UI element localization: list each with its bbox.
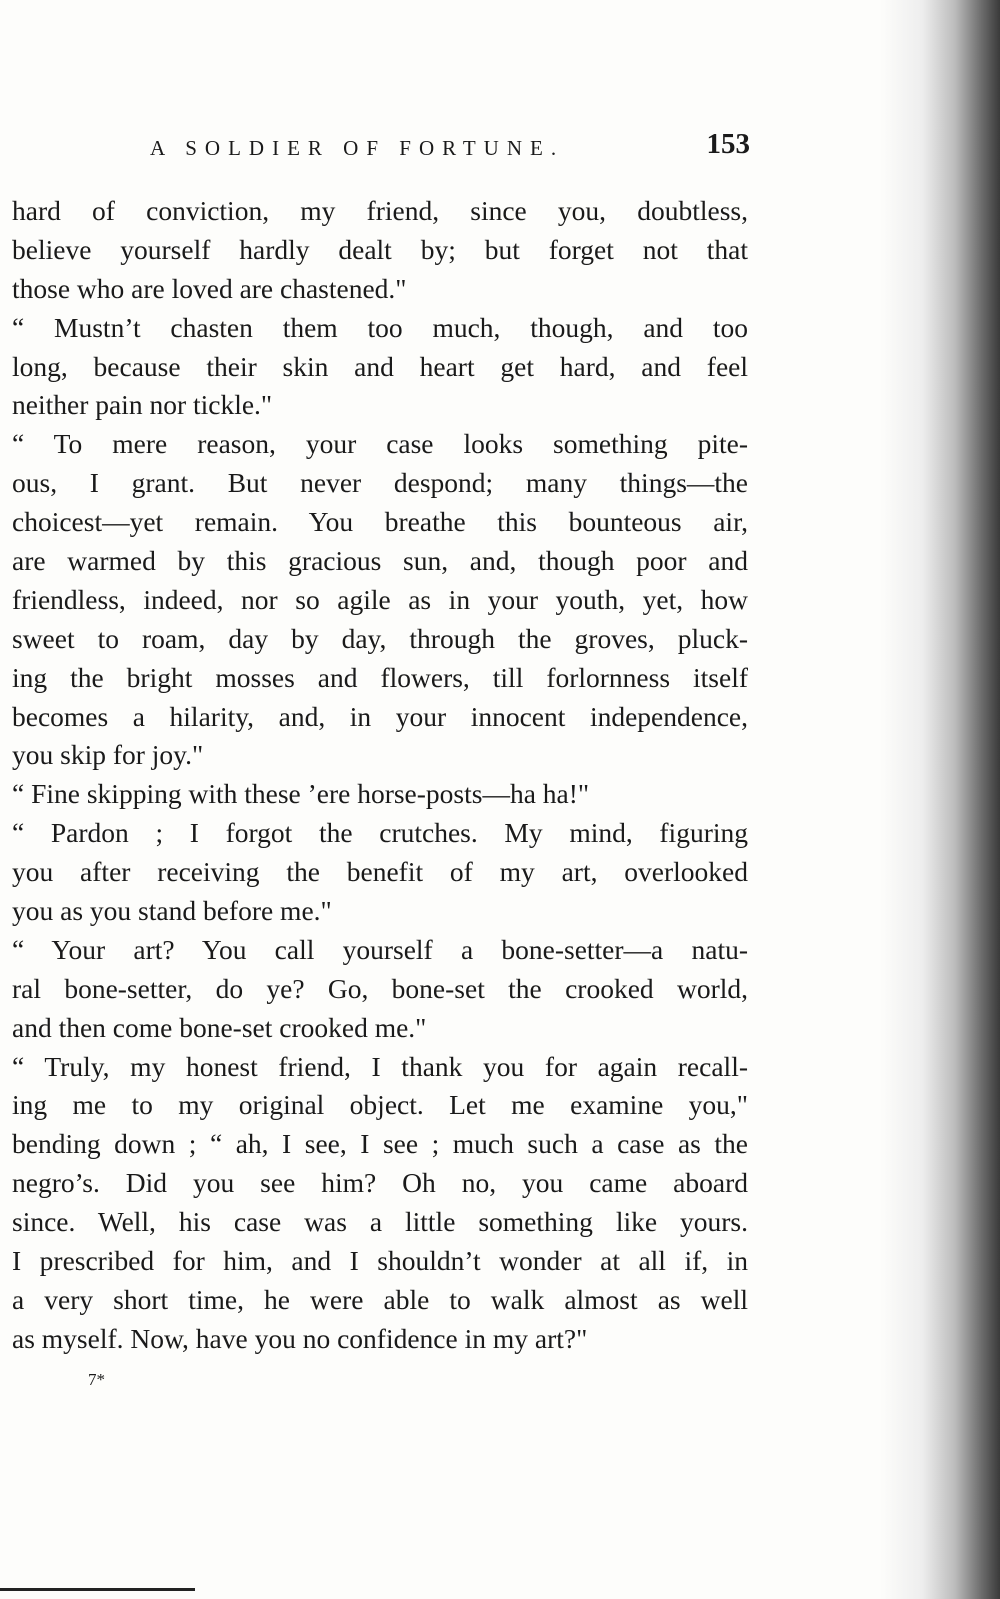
text-line: you skip for joy."	[12, 739, 204, 771]
body-text	[12, 192, 748, 1359]
text-line: neither pain nor tickle."	[12, 389, 273, 421]
text-line: hard of conviction, my friend, since you, doubtless,	[12, 195, 748, 226]
bottom-rule	[0, 1588, 195, 1591]
text-line: friendless, indeed, nor so agile as in your youth, yet, how	[12, 583, 748, 615]
text-line: a very short time, he were able to walk almost as well	[12, 1283, 748, 1315]
page-number: 153	[706, 128, 750, 160]
text-line: since. Well, his case was a little something like yours.	[12, 1206, 748, 1238]
text-line: you after receiving the benefit of my art, overlooked	[12, 856, 748, 888]
text-line: you as you stand before me."	[12, 895, 332, 927]
text-line: bending down ; “ ah, I see, I see ; much such a case as the	[12, 1128, 748, 1160]
text-line: ral bone-setter, do ye? Go, bone-set the crooked world,	[12, 972, 748, 1004]
running-head	[150, 128, 750, 168]
text-line: “ Your art? You call yourself a bone-setter—a natu-	[12, 933, 748, 965]
text-line: as myself. Now, have you no confidence in my art?"	[12, 1322, 588, 1354]
text-line: choicest—yet remain. You breathe this bounteous air,	[12, 506, 748, 538]
text-line: “ Mustn’t chasten them too much, though, and too	[12, 311, 748, 343]
text-line: sweet to roam, day by day, through the groves, pluck-	[12, 622, 748, 654]
signature-mark: 7*	[88, 1370, 105, 1389]
text-line: ing me to my original object. Let me examine you,"	[12, 1089, 748, 1121]
text-line: long, because their skin and heart get hard, and feel	[12, 350, 748, 382]
page-gutter-shadow	[880, 0, 1000, 1599]
text-line: “ Pardon ; I forgot the crutches. My mind, figuring	[12, 817, 748, 849]
text-line: “ Fine skipping with these ’ere horse-posts—ha ha!"	[12, 778, 590, 810]
text-line: “ To mere reason, your case looks something pite-	[12, 428, 748, 460]
text-line: those who are loved are chastened."	[12, 272, 407, 304]
text-line: becomes a hilarity, and, in your innocent independence,	[12, 700, 748, 732]
text-line: “ Truly, my honest friend, I thank you for again recall-	[12, 1050, 748, 1082]
text-line: I prescribed for him, and I shouldn’t wonder at all if, in	[12, 1245, 748, 1277]
text-line: are warmed by this gracious sun, and, though poor and	[12, 545, 748, 577]
text-line: negro’s. Did you see him? Oh no, you came aboard	[12, 1167, 748, 1199]
text-line: ous, I grant. But never despond; many things—the	[12, 467, 748, 499]
running-title: A SOLDIER OF FORTUNE.	[150, 136, 565, 160]
text-line: believe yourself hardly dealt by; but forget not that	[12, 233, 748, 265]
text-line: and then come bone-set crooked me."	[12, 1011, 427, 1043]
text-line: ing the bright mosses and flowers, till forlornness itself	[12, 661, 748, 693]
